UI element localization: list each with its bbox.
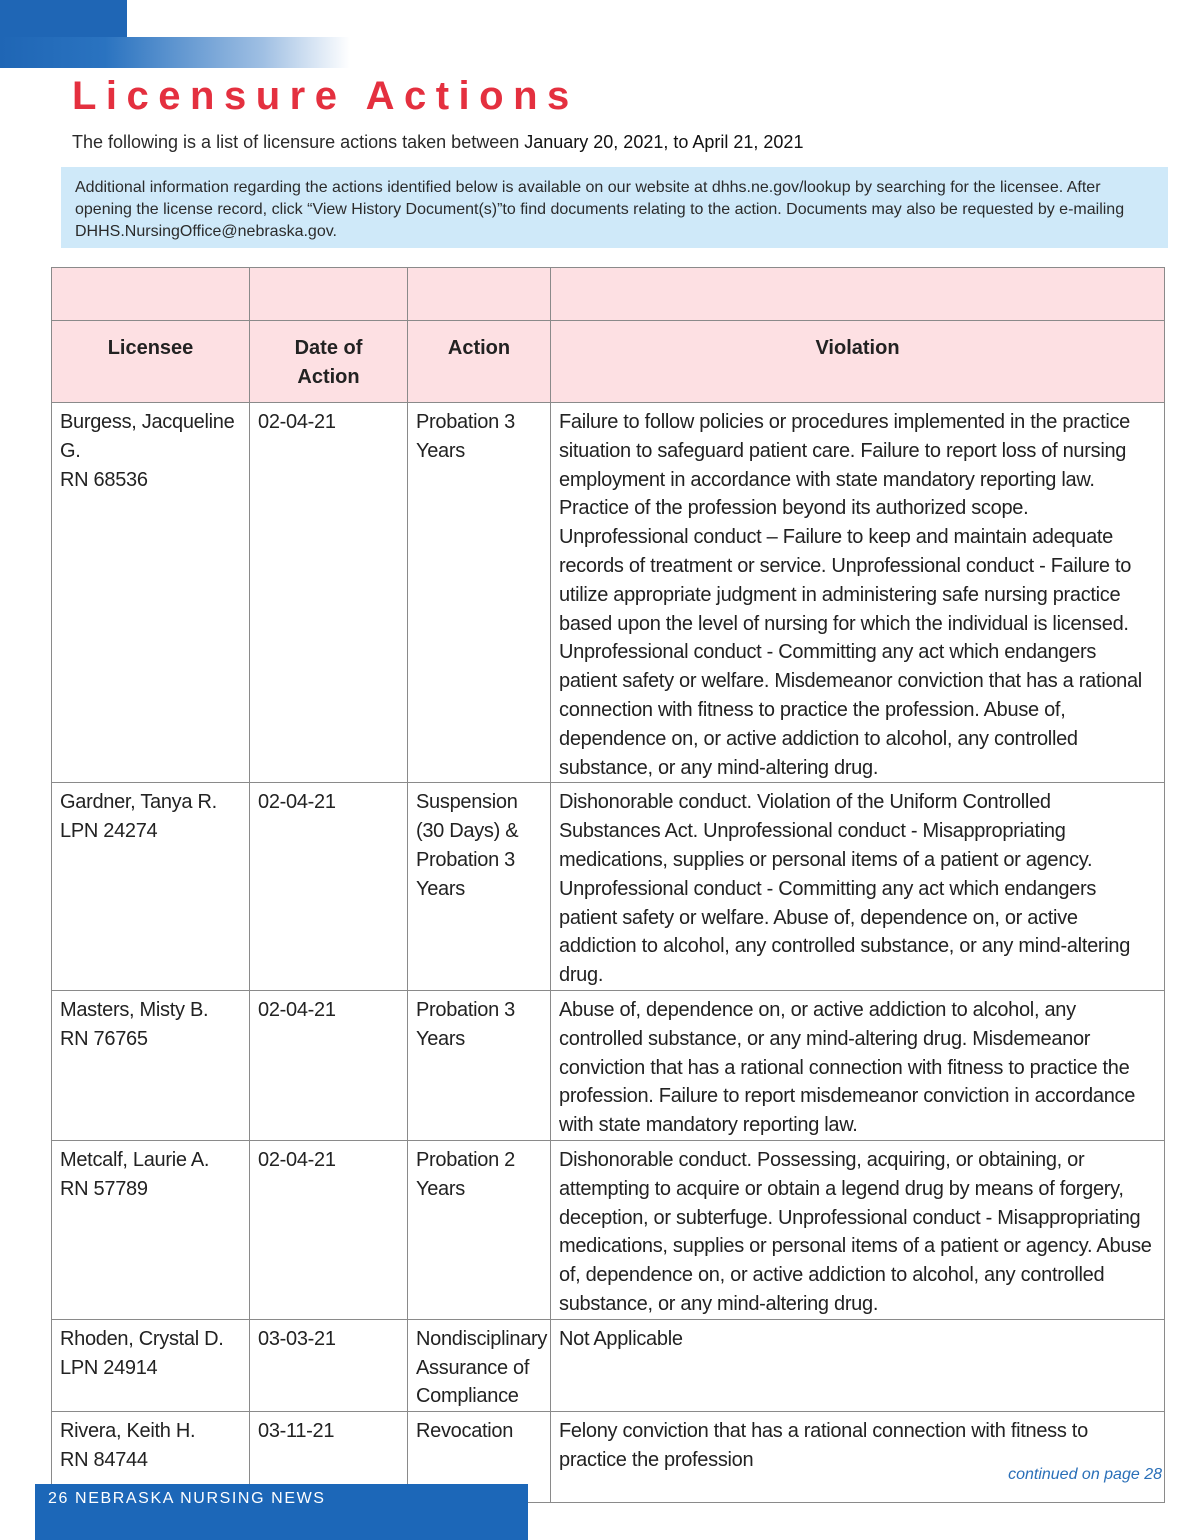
- subtitle-dates: January 20, 2021, to April 21, 2021: [524, 132, 804, 152]
- info-box: [61, 167, 1168, 248]
- license-number: RN 84744: [60, 1448, 148, 1471]
- violation-cell: Abuse of, dependence on, or active addiction to alcohol, any controlled substance, or any mind-altering drug. Misdemeanor conviction that has a rational connection with fitness to practice the profession. Failure to report misdemeanor conviction in accordance with state mandatory reporting law.: [551, 990, 1165, 1140]
- licensee-name: Rivera, Keith H.: [60, 1420, 196, 1443]
- action-cell: Revocation: [408, 1412, 551, 1503]
- date-cell: 03-11-21: [250, 1412, 408, 1503]
- violation-cell: Not Applicable: [551, 1319, 1165, 1411]
- action-cell: Probation 3 Years: [408, 403, 551, 783]
- license-number: LPN 24914: [60, 1356, 158, 1379]
- action-cell: Nondisciplinary Assurance of Compliance: [408, 1319, 551, 1411]
- date-cell: 02-04-21: [250, 783, 408, 991]
- spacer-cell: [52, 268, 250, 321]
- licensee-cell: [52, 1140, 250, 1319]
- column-header-violation: Violation: [551, 321, 1165, 403]
- license-number: RN 57789: [60, 1177, 148, 1200]
- licensee-cell: [52, 1319, 250, 1411]
- action-cell: Probation 3 Years: [408, 990, 551, 1140]
- table-header-row: [52, 321, 1165, 403]
- violation-cell: Failure to follow policies or procedures implemented in the practice situation to safeguard patient care. Failure to report loss of nursing employment in accordance with state mandatory reporting law. Practice of the profession beyond its authorized scope. Unprofessional conduct – Failure to keep and maintain adequate records of treatment or service. Unprofessional conduct - Failure to utilize appropriate judgment in administering safe nursing practice based upon the level of nursing for which the individual is licensed. Unprofessional conduct - Committing any act which endangers patient safety or welfare. Misdemeanor conviction that has a rational connection with fitness to practice the profession. Abuse of, dependence on, or active addiction to alcohol, any controlled substance, or any mind-altering drug.: [551, 403, 1165, 783]
- date-cell: 02-04-21: [250, 1140, 408, 1319]
- table-row: [52, 1140, 1165, 1319]
- action-cell: Probation 2 Years: [408, 1140, 551, 1319]
- spacer-cell: [250, 268, 408, 321]
- licensee-name: Rhoden, Crystal D.: [60, 1327, 224, 1350]
- spacer-cell: [551, 268, 1165, 321]
- column-header-date-label: Date of Action: [294, 337, 363, 388]
- licensee-name: Burgess, Jacqueline G.: [60, 411, 235, 462]
- footer-text: 26 NEBRASKA NURSING NEWS: [48, 1490, 326, 1507]
- table-row: [52, 1319, 1165, 1411]
- licensure-actions-table: [51, 267, 1165, 1503]
- table-row: [52, 990, 1165, 1140]
- table-row: [52, 403, 1165, 783]
- table-body: [52, 403, 1165, 1503]
- licensee-cell: [52, 783, 250, 991]
- column-header-licensee: Licensee: [52, 321, 250, 403]
- licensee-name: Gardner, Tanya R.: [60, 791, 217, 814]
- spacer-cell: [408, 268, 551, 321]
- corner-gradient-strip: [0, 37, 350, 68]
- header-spacer-row: [52, 268, 1165, 321]
- violation-cell: Dishonorable conduct. Possessing, acquiring, or obtaining, or attempting to acquire or obtain a legend drug by means of forgery, deception, or subterfuge. Unprofessional conduct - Misappropriating medications, supplies or personal items of a patient or agency. Abuse of, dependence on, or active addiction to alcohol, any controlled substance, or any mind-altering drug.: [551, 1140, 1165, 1319]
- footer-bar: [35, 1484, 528, 1540]
- subtitle: [72, 132, 803, 153]
- column-header-date: [250, 321, 408, 403]
- subtitle-prefix: The following is a list of licensure actions taken between: [72, 132, 525, 152]
- column-header-action: Action: [408, 321, 551, 403]
- table-row: [52, 783, 1165, 991]
- licensee-name: Metcalf, Laurie A.: [60, 1148, 210, 1171]
- licensee-cell: [52, 403, 250, 783]
- date-cell: 02-04-21: [250, 403, 408, 783]
- violation-cell: Dishonorable conduct. Violation of the Uniform Controlled Substances Act. Unprofessional conduct - Misappropriating medications, supplies or personal items of a patient or agency. Unprofessional conduct - Committing any act which endangers patient safety or welfare. Abuse of, dependence on, or active addiction to alcohol, any controlled substance, or any mind-altering drug.: [551, 783, 1165, 991]
- license-number: RN 76765: [60, 1027, 148, 1050]
- violation-cell: Felony conviction that has a rational connection with fitness to practice the profession: [551, 1412, 1165, 1503]
- date-cell: 02-04-21: [250, 990, 408, 1140]
- licensee-cell: [52, 990, 250, 1140]
- action-cell: Suspension (30 Days) & Probation 3 Years: [408, 783, 551, 991]
- continued-note: continued on page 28: [1008, 1466, 1162, 1483]
- date-cell: 03-03-21: [250, 1319, 408, 1411]
- info-text: Additional information regarding the actions identified below is available on our website at dhhs.ne.gov/lookup by searching for the licensee. After opening the license record, click “View History Document(s)”to find documents relating to the action. Documents may also be requested by e-mailing DHHS.NursingOffice@nebraska.gov.: [75, 179, 1125, 240]
- licensee-name: Masters, Misty B.: [60, 998, 209, 1021]
- page-title: Licensure Actions: [72, 74, 579, 118]
- license-number: LPN 24274: [60, 820, 158, 843]
- license-number: RN 68536: [60, 468, 148, 491]
